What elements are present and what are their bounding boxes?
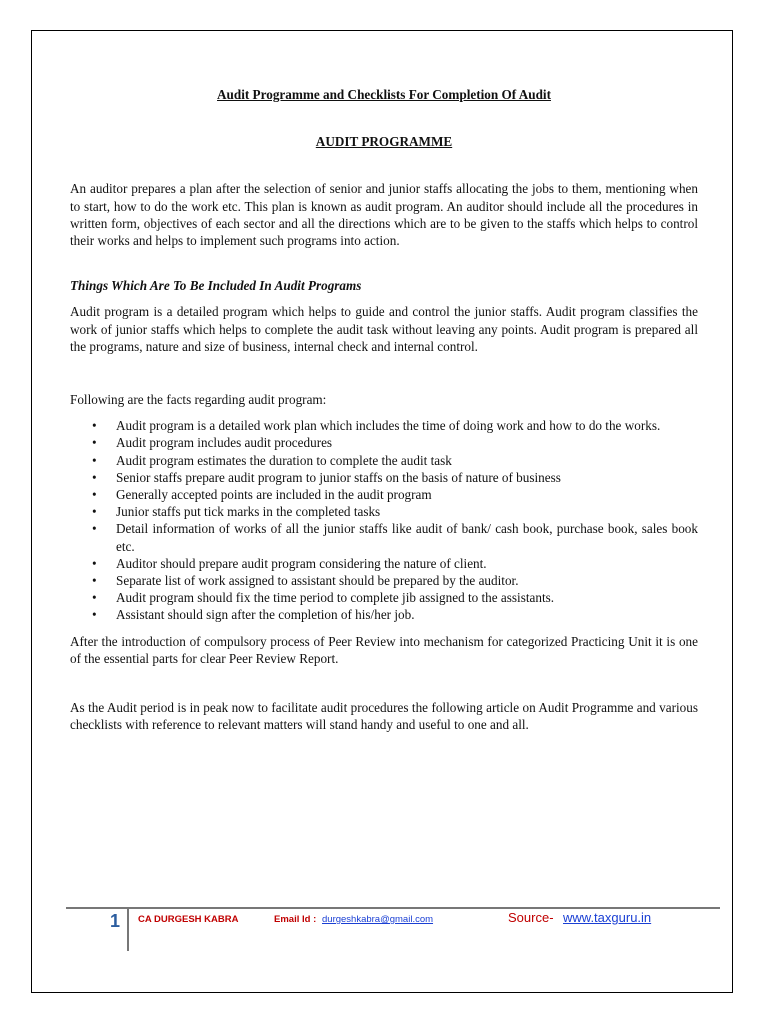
footer-email-link[interactable]: durgeshkabra@gmail.com — [322, 914, 434, 925]
footer-email-label: Email Id : — [274, 914, 317, 925]
section-title: AUDIT PROGRAMME — [315, 134, 453, 150]
subheading: Things Which Are To Be Included In Audit Programs — [70, 278, 362, 294]
list-item: • Assistant should sign after the completion of his/her job. — [116, 606, 698, 623]
list-item: • Generally accepted points are included in the audit program — [116, 486, 698, 503]
footer-vertical-divider — [127, 909, 129, 951]
list-item: • Audit program should fix the time period to complete jib assigned to the assistants. — [116, 589, 698, 606]
closing-paragraph: As the Audit period is in peak now to facilitate audit procedures the following article on Audit Programme and various checklists with reference to relevant matters will stand handy and useful to one and all. — [70, 700, 698, 733]
page-number: 1 — [110, 911, 121, 931]
program-paragraph: Audit program is a detailed program which helps to guide and control the junior staffs. Audit program classifies the work of junior staffs which helps to complete the audit task without leaving any points. Audit program is prepared all the programs, nature and size of business, internal check and internal control. — [70, 304, 698, 354]
list-item: • Auditor should prepare audit program considering the nature of client. — [116, 555, 698, 572]
footer-source-label: Source- — [508, 910, 554, 925]
footer-divider — [66, 907, 720, 909]
list-item: • Audit program estimates the duration to complete the audit task — [116, 452, 698, 469]
footer-source-link[interactable]: www.taxguru.in — [563, 910, 652, 925]
document-title: Audit Programme and Checklists For Completion Of Audit — [217, 87, 551, 102]
list-item: • Separate list of work assigned to assistant should be prepared by the auditor. — [116, 572, 698, 589]
peer-review-paragraph: After the introduction of compulsory process of Peer Review into mechanism for categorized Practicing Unit it is one of the essential parts for clear Peer Review Report. — [70, 633, 698, 666]
intro-paragraph: An auditor prepares a plan after the selection of senior and junior staffs allocating the jobs to them, mentioning when to start, how to do the work etc. This plan is known as audit program. An auditor should include all the procedures in written form, objectives of each sector and all the directions which are to be given to the staffs which helps to control their works and helps to implement such programs into action. — [70, 181, 698, 249]
list-item: • Junior staffs put tick marks in the completed tasks — [116, 503, 698, 520]
list-item: • Detail information of works of all the junior staffs like audit of bank/ cash book, purchase book, sales book etc. — [116, 520, 698, 554]
facts-list — [70, 417, 698, 623]
facts-lead: Following are the facts regarding audit program: — [70, 392, 327, 408]
footer-author: CA DURGESH KABRA — [138, 914, 239, 925]
document-body — [70, 86, 698, 733]
list-item: • Audit program includes audit procedures — [116, 434, 698, 451]
list-item: • Audit program is a detailed work plan which includes the time of doing work and how to do the works. — [116, 417, 698, 434]
list-item: • Senior staffs prepare audit program to junior staffs on the basis of nature of business — [116, 469, 698, 486]
